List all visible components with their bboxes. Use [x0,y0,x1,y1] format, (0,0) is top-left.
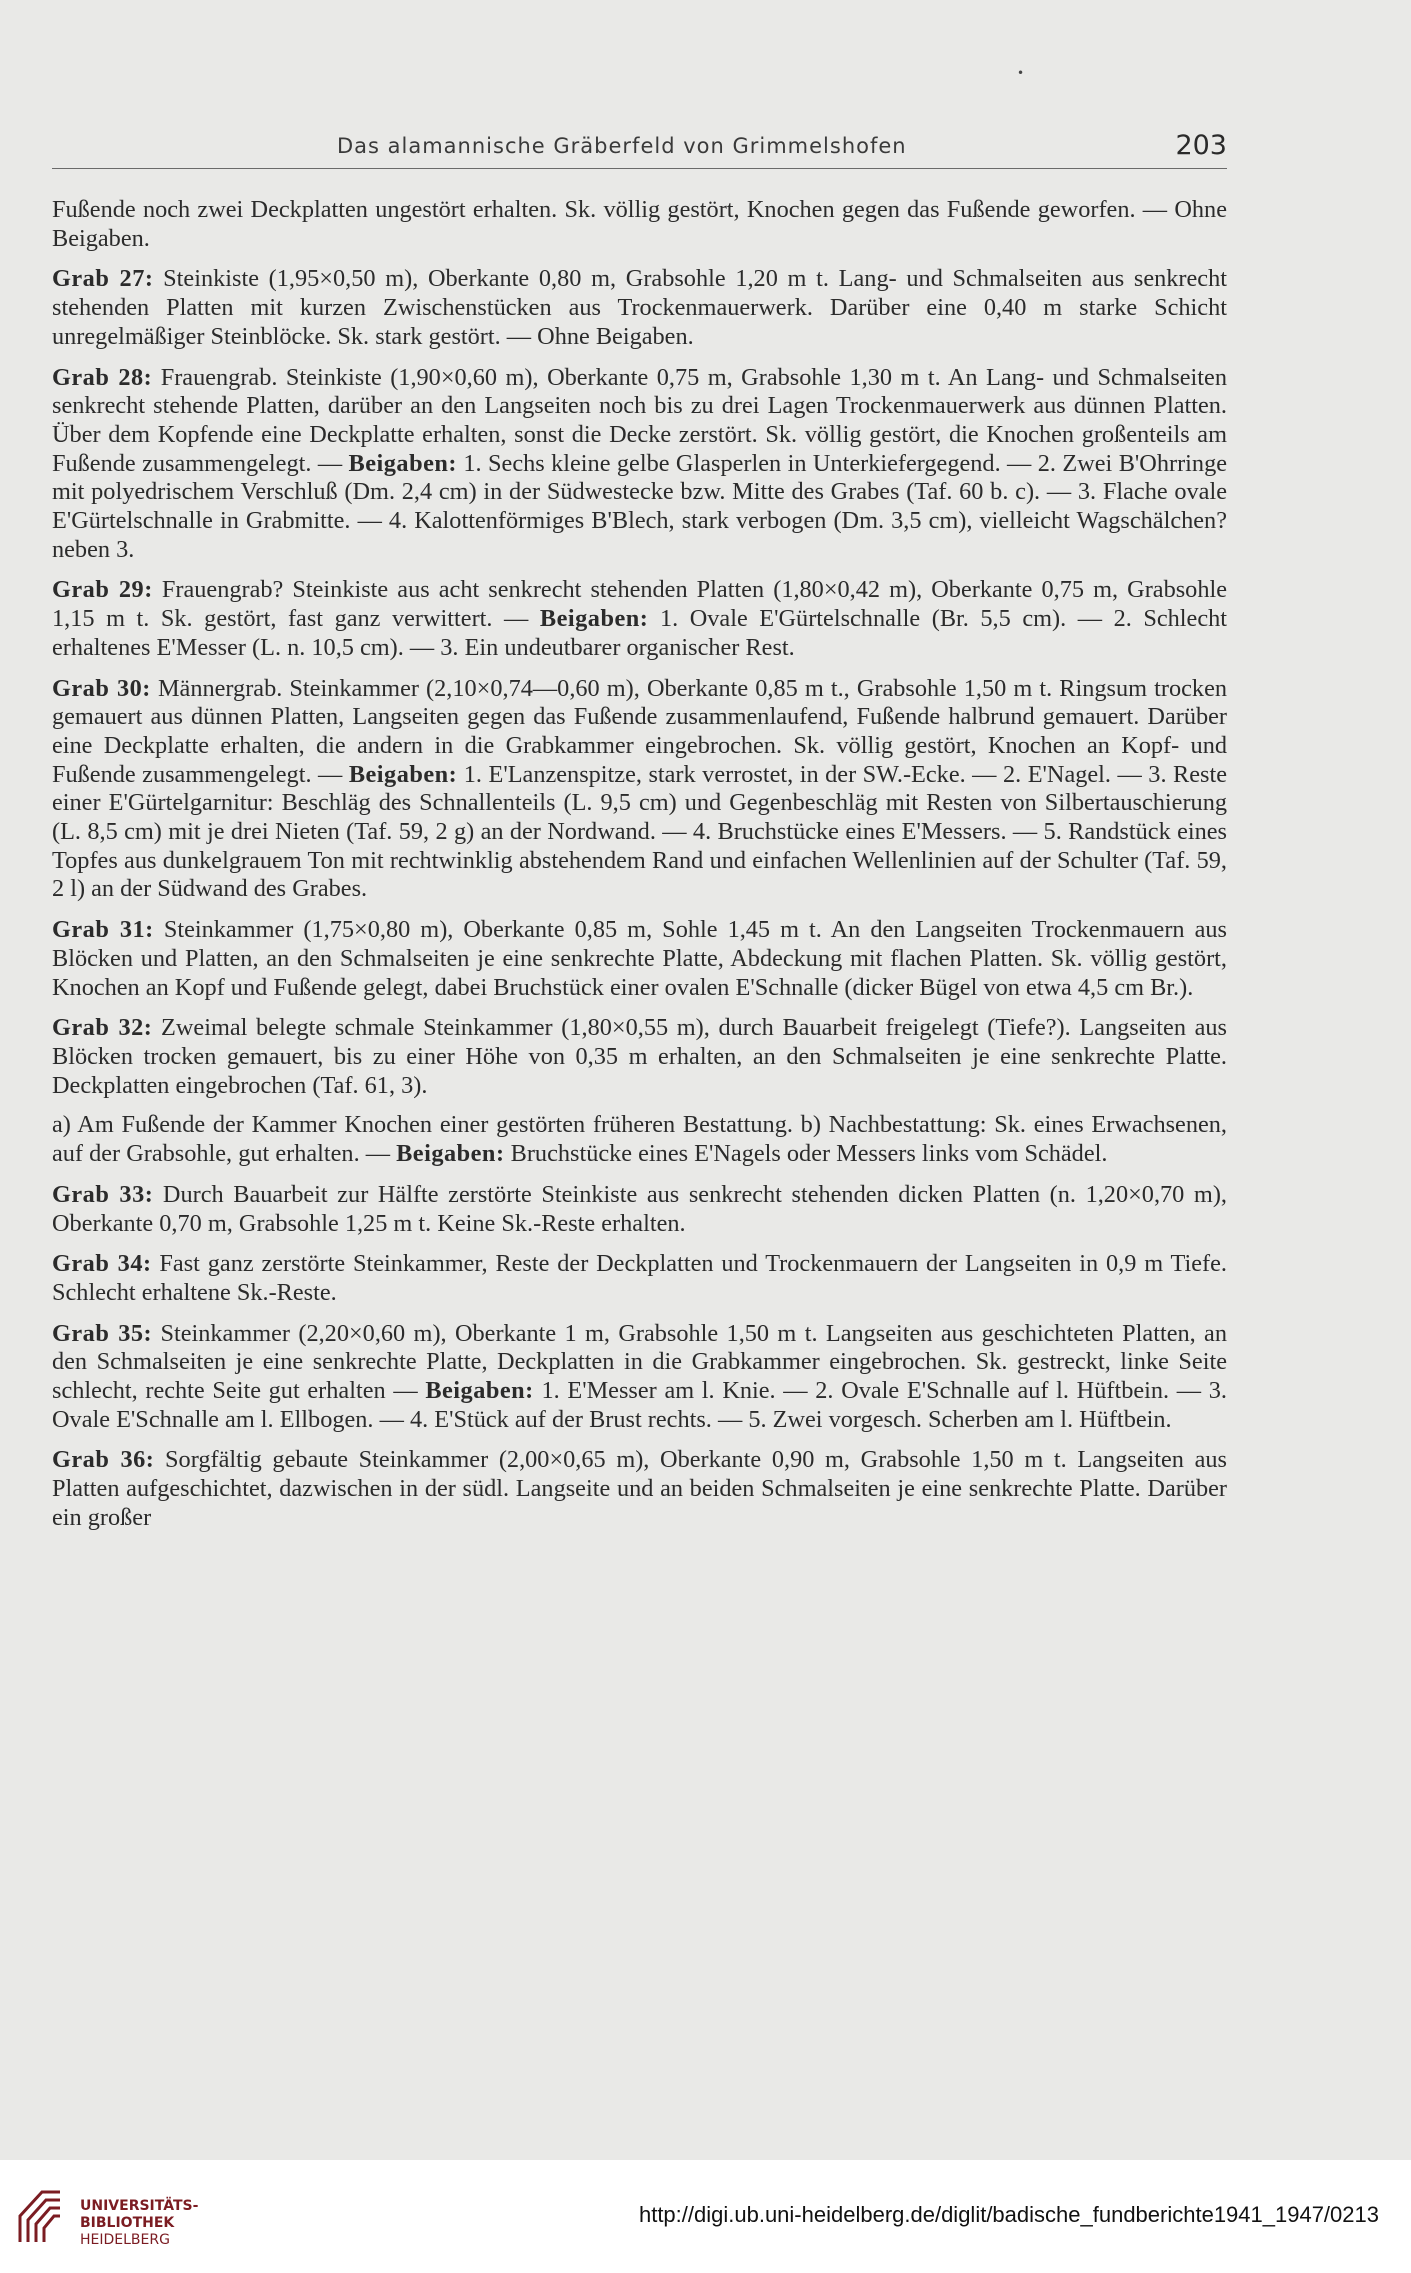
beigaben-label: Beigaben: [348,760,458,788]
paragraph-grab-36 [52,1446,1227,1532]
paragraph-grab-29 [52,576,1227,662]
paragraph-text: Frauengrab. Steinkiste (1,90×0,60 m), Oberkante 0,75 m, Grabsohle 1,30 m t. An Lang- und Schmalseiten senkrecht stehende Platten, darüber an den Langseiten noch bis zu drei Lagen Trockenmauerwerk aus dünnen Platten. Über dem Kopfende eine Deckplatte erhalten, sonst die Decke zerstört. Sk. völlig gestört, die Knochen großenteils am Fußende zusammengelegt. — [52,363,1227,477]
paragraph-grab-30 [52,675,1227,905]
grab-label: Grab 35: [52,1319,153,1347]
beigaben-label: Beigaben: [396,1140,505,1168]
university-library-logo-icon [16,2186,68,2246]
paragraph-grab-28 [52,364,1227,565]
library-name-line: UNIVERSITÄTS- [80,2198,199,2214]
paragraph-grab-32-bestattung [52,1111,1227,1168]
library-name-line: BIBLIOTHEK [80,2215,175,2231]
paragraph-text: Fast ganz zerstörte Steinkammer, Reste der Deckplatten und Trockenmauern der Langseiten in 0,9 m Tiefe. Schlecht erhaltene Sk.-Reste. [52,1250,1227,1306]
paragraph-text: Männergrab. Steinkammer (2,10×0,74—0,60 m), Oberkante 0,85 m t., Grabsohle 1,50 m t. Ringsum trocken gemauert aus dünnen Platten, Langseiten gegen das Fußende zusammenlaufend, Fußende halbrund gemauert. Darüber eine Deckplatte erhalten, die andern in die Grabkammer eingebrochen. Sk. völlig gestört, Knochen an Kopf- und Fußende zusammengelegt. — [52,674,1228,788]
beigaben-text: Bruchstücke eines E'Nagels oder Messers links vom Schädel. [510,1140,1108,1168]
paragraph-text: Steinkammer (2,20×0,60 m), Oberkante 1 m, Grabsohle 1,50 m t. Langseiten aus geschichteten Platten, an den Schmalseiten je eine senkrechte Platte, Deckplatten in die Grabkammer eingebrochen. Sk. gestreckt, linke Seite schlecht, rechte Seite gut erhalten — [52,1319,1227,1405]
beigaben-text: 1. E'Lanzenspitze, stark verrostet, in der SW.-Ecke. — 2. E'Nagel. — 3. Reste einer E'Gürtelgarnitur: Beschläg des Schnallenteils (L. 9,5 cm) und Gegenbeschläg mit Resten von Silbertauschierung (L. 8,5 cm) mit je drei Nieten (Taf. 59, 2 g) an der Nordwand. — 4. Bruchstücke eines E'Messers. — 5. Randstück eines Topfes aus dunkelgrauem Ton mit rechtwinklig abstehendem Rand und einfachen Wellenlinien auf der Schulter (Taf. 59, 2 l) an der Südwand des Grabes. [52,760,1227,903]
paragraph-grab-34 [52,1250,1227,1307]
paragraph-text: Steinkammer (1,75×0,80 m), Oberkante 0,85 m, Sohle 1,45 m t. An den Langseiten Trockenmauern aus Blöcken und Platten, an den Schmalseiten je eine senkrechte Platte, Abdeckung mit flachen Platten. Sk. völlig gestört, Knochen an Kopf und Fußende gelegt, dabei Bruchstück einer ovalen E'Schnalle (dicker Bügel von etwa 4,5 cm Br.). [52,916,1228,1001]
paragraph-text: Fußende noch zwei Deckplatten ungestört erhalten. Sk. völlig gestört, Knochen gegen das Fußende geworfen. — Ohne Beigaben. [52,196,1227,252]
grab-label: Grab 29: [52,576,153,604]
page-number: 203 [1175,130,1227,161]
grab-label: Grab 33: [52,1180,154,1208]
grab-label: Grab 34: [52,1250,152,1278]
running-title: Das alamannische Gräberfeld von Grimmelshofen [337,134,907,158]
paragraph-text: Durch Bauarbeit zur Hälfte zerstörte Steinkiste aus senkrecht stehenden dicken Platten (n. 1,20×0,70 m), Oberkante 0,70 m, Grabsohle 1,25 m t. Keine Sk.-Reste erhalten. [52,1180,1227,1237]
paragraph-grab-33 [52,1181,1227,1238]
paragraph-continuation [52,196,1227,253]
running-header [52,128,1227,169]
grab-label: Grab 32: [52,1014,153,1042]
paragraph-text: Steinkiste (1,95×0,50 m), Oberkante 0,80 m, Grabsohle 1,20 m t. Lang- und Schmalseiten aus senkrecht stehenden Platten mit kurzen Zwischenstücken aus Trockenmauerwerk. Darüber eine 0,40 m starke Schicht unregelmäßiger Steinblöcke. Sk. stark gestört. — Ohne Beigaben. [52,265,1227,350]
paragraph-text: Zweimal belegte schmale Steinkammer (1,80×0,55 m), durch Bauarbeit freigelegt (Tiefe?). Langseiten aus Blöcken trocken gemauert, bis zu einer Höhe von 0,35 m erhalten, an den Schmalseiten je eine senkrechte Platte. Deckplatten eingebrochen (Taf. 61, 3). [52,1014,1228,1099]
paragraph-grab-32 [52,1014,1227,1100]
paragraph-grab-27 [52,265,1227,351]
library-name-line: HEIDELBERG [80,2232,170,2248]
beigaben-text: 1. Sechs kleine gelbe Glasperlen in Unterkiefergegend. — 2. Zwei B'Ohrringe mit polyedrischem Verschluß (Dm. 2,4 cm) in der Südwestecke bzw. Mitte des Grabes (Taf. 60 b. c). — 3. Flache ovale E'Gürtelschnalle in Grabmitte. — 4. Kalottenförmiges B'Blech, stark verbogen (Dm. 3,5 cm), vielleicht Wagschälchen? neben 3. [52,449,1227,563]
beigaben-text: 1. E'Messer am l. Knie. — 2. Ovale E'Schnalle auf l. Hüftbein. — 3. Ovale E'Schnalle am l. Ellbogen. — 4. E'Stück auf der Brust rechts. — 5. Zwei vorgesch. Scherben am l. Hüftbein. [52,1377,1228,1433]
grab-label: Grab 28: [52,363,153,391]
grab-label: Grab 30: [52,674,151,702]
digitization-footer [0,2160,1411,2273]
grab-label: Grab 36: [52,1446,155,1474]
permalink-url[interactable]: http://digi.ub.uni-heidelberg.de/diglit/badische_fundberichte1941_1947/0213 [638,2202,1379,2227]
paragraph-grab-35 [52,1320,1227,1435]
beigaben-label: Beigaben: [539,605,649,633]
grab-label: Grab 31: [52,916,154,944]
library-name [80,2198,198,2249]
beigaben-label: Beigaben: [348,449,457,477]
body-text [52,196,1227,1545]
paragraph-text: a) Am Fußende der Kammer Knochen einer gestörten früheren Bestattung. b) Nachbestattung: Sk. eines Erwachsenen, auf der Grabsohle, gut erhalten. — [52,1111,1227,1168]
paragraph-grab-31 [52,916,1227,1002]
beigaben-text: 1. Ovale E'Gürtelschnalle (Br. 5,5 cm). — 2. Schlecht erhaltenes E'Messer (L. n. 10,5 cm). — 3. Ein undeutbarer organischer Rest. [52,605,1228,661]
paragraph-text: Sorgfältig gebaute Steinkammer (2,00×0,65 m), Oberkante 0,90 m, Grabsohle 1,50 m t. Langseiten aus Platten aufgeschichtet, dazwischen in der südl. Langseite und an beiden Schmalseiten je eine senkrechte Platte. Darüber ein großer [52,1446,1227,1531]
beigaben-label: Beigaben: [425,1377,534,1405]
paragraph-text: Frauengrab? Steinkiste aus acht senkrecht stehenden Platten (1,80×0,42 m), Oberkante 0,75 m, Grabsohle 1,15 m t. Sk. gestört, fast ganz verwittert. — [52,576,1228,633]
scan-speck-icon: • [1017,66,1025,80]
grab-label: Grab 27: [52,265,154,293]
